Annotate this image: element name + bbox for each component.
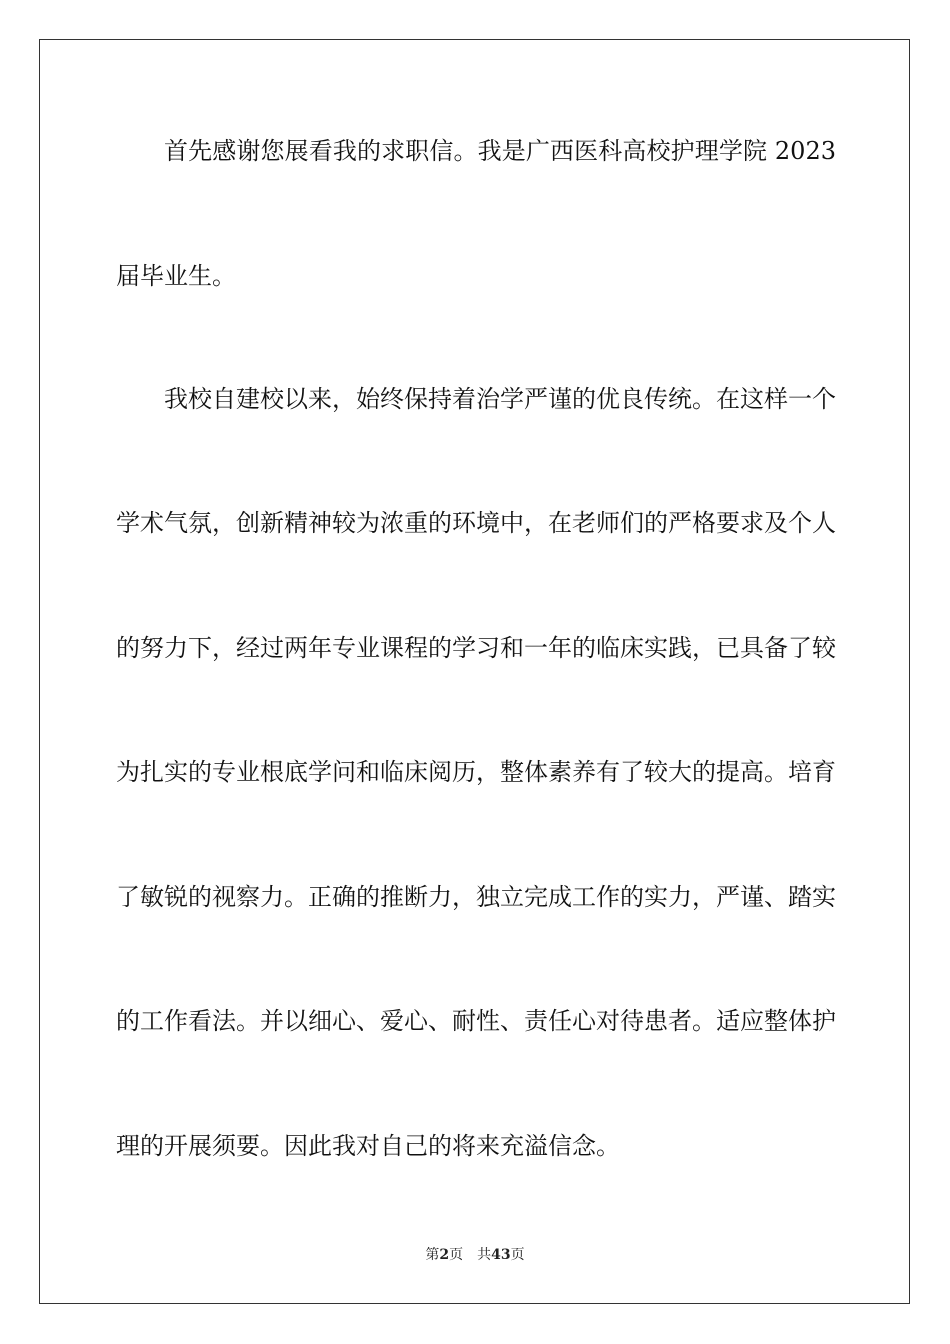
paragraph-2-line-2: 学术气氛，创新精神较为浓重的环境中，在老师们的严格要求及个人 [116, 509, 836, 537]
footer-page-number: 2 [439, 1247, 450, 1263]
footer-page-suffix: 页 [449, 1247, 464, 1263]
page-border [39, 39, 910, 1304]
page-footer [0, 1246, 950, 1264]
paragraph-2-line-4: 为扎实的专业根底学问和临床阅历，整体素养有了较大的提高。培育 [116, 758, 836, 786]
footer-page-prefix: 第 [425, 1247, 440, 1263]
paragraph-2-line-7: 理的开展须要。因此我对自己的将来充溢信念。 [116, 1132, 620, 1160]
paragraph-1-line-1: 首先感谢您展看我的求职信。我是广西医科高校护理学院 2023 [164, 137, 836, 165]
paragraph-2-line-6: 的工作看法。并以细心、爱心、耐性、责任心对待患者。适应整体护 [116, 1007, 836, 1035]
footer-total-prefix: 共 [477, 1247, 492, 1263]
paragraph-1-line-2: 届毕业生。 [116, 262, 236, 290]
footer-total-suffix: 页 [510, 1247, 525, 1263]
paragraph-2-line-5: 了敏锐的视察力。正确的推断力，独立完成工作的实力，严谨、踏实 [116, 883, 836, 911]
paragraph-2-line-3: 的努力下，经过两年专业课程的学习和一年的临床实践，已具备了较 [116, 634, 836, 662]
paragraph-2-line-1: 我校自建校以来，始终保持着治学严谨的优良传统。在这样一个 [164, 385, 836, 413]
footer-total-pages: 43 [491, 1247, 511, 1263]
